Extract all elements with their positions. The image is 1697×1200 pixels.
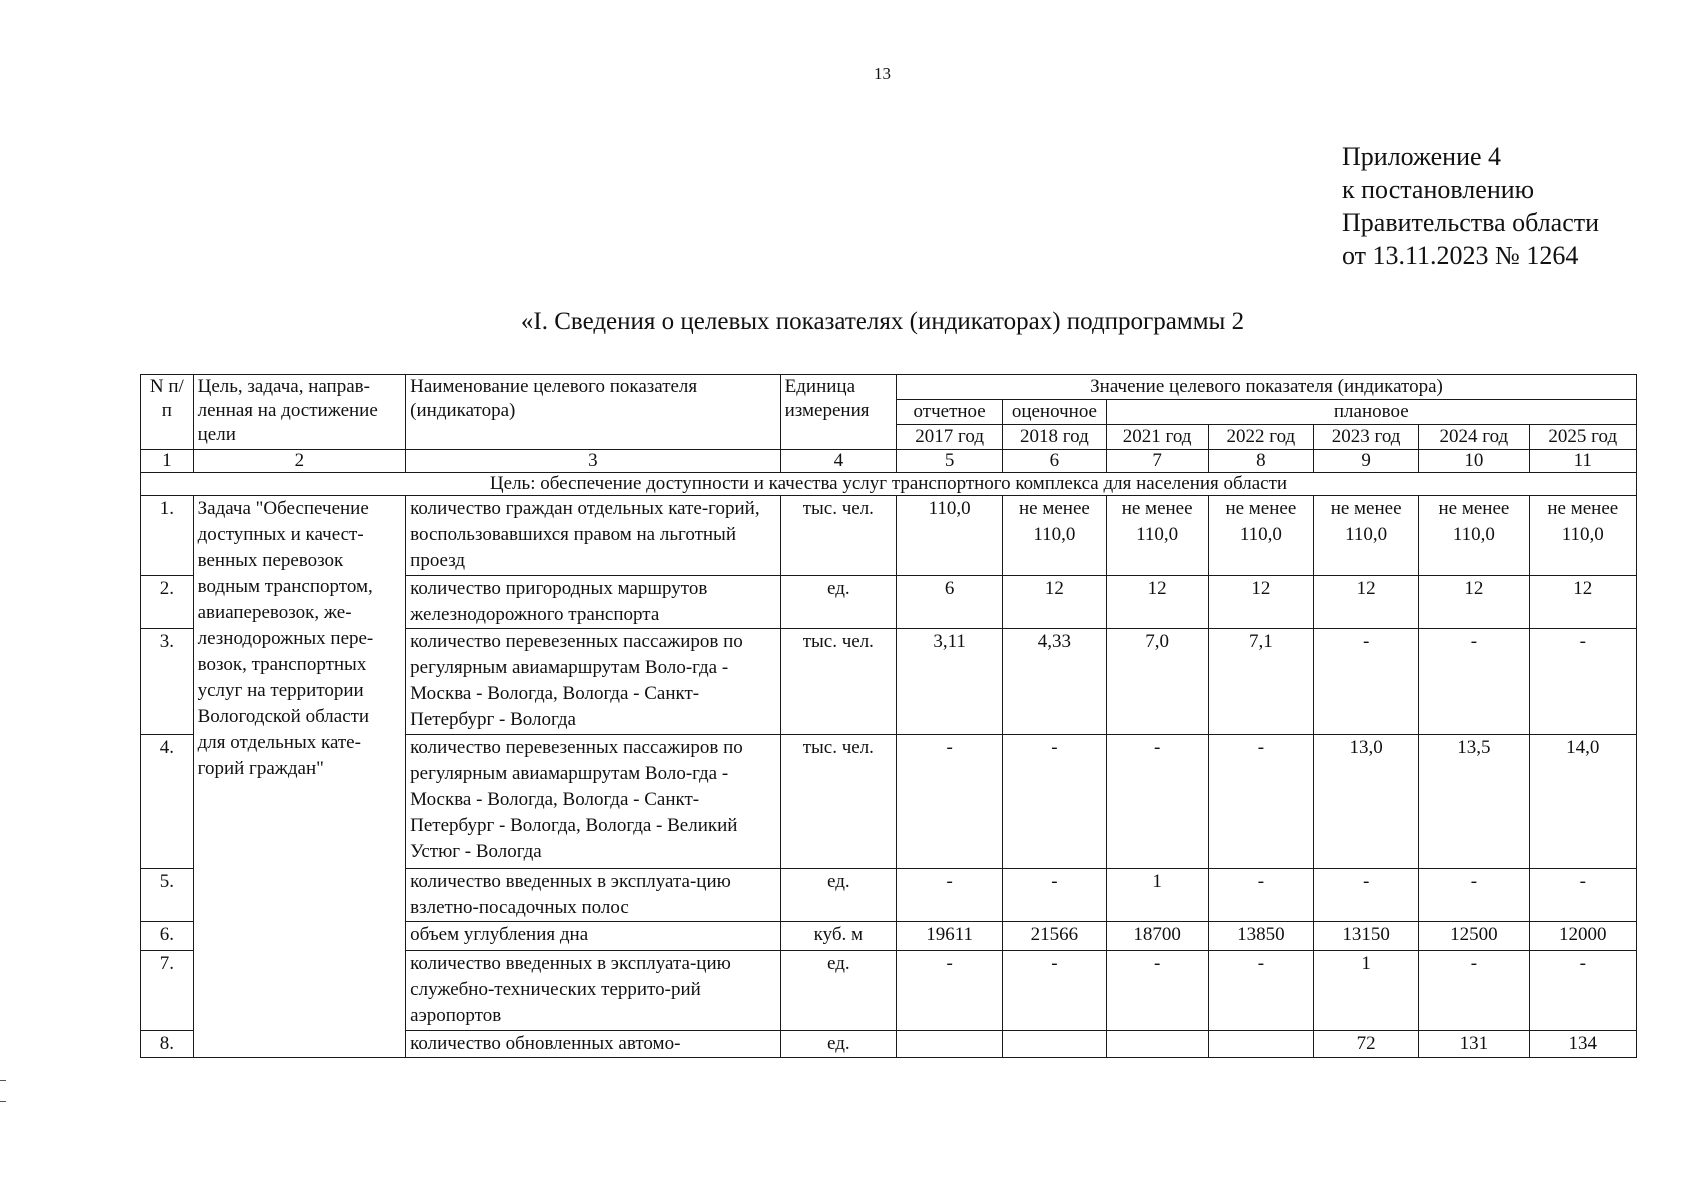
row-number: 7. <box>141 951 194 1031</box>
indicator-value: 7,1 <box>1208 629 1313 735</box>
header-year: 2018 год <box>1003 425 1106 450</box>
indicator-value: не менее 110,0 <box>1208 496 1313 576</box>
indicator-unit: ед. <box>780 576 896 629</box>
scan-margin-mark <box>0 1080 6 1102</box>
header-reported: отчетное <box>897 400 1003 425</box>
indicator-value: не менее 110,0 <box>1003 496 1106 576</box>
indicator-value: - <box>1529 869 1636 922</box>
indicator-value: - <box>897 951 1003 1031</box>
indicator-value <box>897 1031 1003 1058</box>
row-number: 8. <box>141 1031 194 1058</box>
indicator-value: 13,5 <box>1419 735 1529 869</box>
indicator-value: - <box>1208 951 1313 1031</box>
column-number: 11 <box>1529 450 1636 473</box>
indicator-value: 14,0 <box>1529 735 1636 869</box>
column-number: 9 <box>1313 450 1418 473</box>
indicator-value: - <box>1313 629 1418 735</box>
indicator-value: 18700 <box>1106 922 1208 951</box>
column-numbers-row <box>141 450 1637 473</box>
indicator-value: - <box>1003 951 1106 1031</box>
indicator-value: - <box>1529 629 1636 735</box>
indicator-unit: ед. <box>780 869 896 922</box>
appendix-line: Правительства области <box>1342 208 1600 237</box>
indicator-value: 3,11 <box>897 629 1003 735</box>
row-number: 4. <box>141 735 194 869</box>
task-cell: Задача "Обеспечение доступных и качест-венных перевозок водным транспортом, авиаперевозок, же-лезнодорожных пере-возок, транспортных услуг на территории Вологодской области для отдельных кате-горий граждан" <box>193 496 406 1058</box>
column-number: 6 <box>1003 450 1106 473</box>
goal-row <box>141 473 1637 496</box>
indicator-value: 12500 <box>1419 922 1529 951</box>
indicator-name: количество перевезенных пассажиров по регулярным авиамаршрутам Воло-гда - Москва - Вологда, Вологда - Санкт-Петербург - Вологда, Вологда - Великий Устюг - Вологда <box>406 735 780 869</box>
header-year: 2025 год <box>1529 425 1636 450</box>
header-goal: Цель, задача, направ-ленная на достижение цели <box>193 375 406 450</box>
indicator-value: 110,0 <box>897 496 1003 576</box>
indicator-value: не менее 110,0 <box>1529 496 1636 576</box>
indicator-value: не менее 110,0 <box>1419 496 1529 576</box>
indicator-value: 1 <box>1313 951 1418 1031</box>
indicator-value: - <box>1003 735 1106 869</box>
indicator-value: - <box>1419 629 1529 735</box>
row-number: 5. <box>141 869 194 922</box>
header-year: 2021 год <box>1106 425 1208 450</box>
indicator-name: количество граждан отдельных кате-горий, воспользовавшихся правом на льготный проезд <box>406 496 780 576</box>
indicator-value <box>1106 1031 1208 1058</box>
indicator-value <box>1003 1031 1106 1058</box>
indicator-value: - <box>1419 951 1529 1031</box>
indicator-value: 1 <box>1106 869 1208 922</box>
indicator-unit: тыс. чел. <box>780 629 896 735</box>
column-number: 10 <box>1419 450 1529 473</box>
indicator-name: количество перевезенных пассажиров по регулярным авиамаршрутам Воло-гда - Москва - Вологда, Вологда - Санкт-Петербург - Вологда <box>406 629 780 735</box>
indicator-value: 12 <box>1106 576 1208 629</box>
indicator-name: количество введенных в эксплуата-цию взлетно-посадочных полос <box>406 869 780 922</box>
indicator-value: 4,33 <box>1003 629 1106 735</box>
indicator-value: 12 <box>1419 576 1529 629</box>
indicator-value: 12 <box>1208 576 1313 629</box>
indicator-name: объем углубления дна <box>406 922 780 951</box>
indicator-value: 131 <box>1419 1031 1529 1058</box>
indicator-value: 12000 <box>1529 922 1636 951</box>
indicator-unit: тыс. чел. <box>780 496 896 576</box>
header-estimated: оценочное <box>1003 400 1106 425</box>
column-number: 1 <box>141 450 194 473</box>
indicator-value: 13150 <box>1313 922 1418 951</box>
indicator-value: 21566 <box>1003 922 1106 951</box>
row-number: 2. <box>141 576 194 629</box>
table-header-row <box>141 375 1637 400</box>
appendix-line: Приложение 4 <box>1342 142 1502 171</box>
indicator-value: не менее 110,0 <box>1106 496 1208 576</box>
indicator-unit: куб. м <box>780 922 896 951</box>
header-year: 2023 год <box>1313 425 1418 450</box>
goal-text: Цель: обеспечение доступности и качества услуг транспортного комплекса для населения области <box>141 473 1637 496</box>
header-unit: Единица измерения <box>780 375 896 450</box>
indicator-unit: ед. <box>780 951 896 1031</box>
row-number: 3. <box>141 629 194 735</box>
indicator-value: 72 <box>1313 1031 1418 1058</box>
header-num: N п/п <box>141 375 194 450</box>
indicator-value: 7,0 <box>1106 629 1208 735</box>
appendix-line: от 13.11.2023 № 1264 <box>1342 241 1579 270</box>
header-value: Значение целевого показателя (индикатора) <box>897 375 1637 400</box>
indicator-name: количество введенных в эксплуата-цию служебно-технических террито-рий аэропортов <box>406 951 780 1031</box>
indicator-value: - <box>1208 869 1313 922</box>
indicator-value: - <box>1529 951 1636 1031</box>
column-number: 4 <box>780 450 896 473</box>
column-number: 7 <box>1106 450 1208 473</box>
column-number: 5 <box>897 450 1003 473</box>
indicator-value: 6 <box>897 576 1003 629</box>
table-row <box>141 496 1637 576</box>
indicator-unit: тыс. чел. <box>780 735 896 869</box>
header-year: 2024 год <box>1419 425 1529 450</box>
indicator-value: 13850 <box>1208 922 1313 951</box>
indicator-value <box>1208 1031 1313 1058</box>
indicator-value: 13,0 <box>1313 735 1418 869</box>
indicator-value: 12 <box>1003 576 1106 629</box>
column-number: 2 <box>193 450 406 473</box>
indicator-value: - <box>1208 735 1313 869</box>
header-planned: плановое <box>1106 400 1636 425</box>
indicator-value: - <box>1003 869 1106 922</box>
row-number: 1. <box>141 496 194 576</box>
header-year: 2017 год <box>897 425 1003 450</box>
column-number: 8 <box>1208 450 1313 473</box>
indicator-name: количество обновленных автомо- <box>406 1031 780 1058</box>
appendix-line: к постановлению <box>1342 175 1535 204</box>
indicator-unit: ед. <box>780 1031 896 1058</box>
indicator-name: количество пригородных маршрутов железнодорожного транспорта <box>406 576 780 629</box>
indicator-value: 12 <box>1529 576 1636 629</box>
document-title: «I. Сведения о целевых показателях (индикаторах) подпрограммы 2 <box>520 308 1245 335</box>
indicator-value: 134 <box>1529 1031 1636 1058</box>
indicator-value: 12 <box>1313 576 1418 629</box>
indicator-value: - <box>1419 869 1529 922</box>
appendix-block <box>1342 140 1599 272</box>
row-number: 6. <box>141 922 194 951</box>
indicator-value: - <box>897 735 1003 869</box>
indicator-value: не менее 110,0 <box>1313 496 1418 576</box>
column-number: 3 <box>406 450 780 473</box>
indicator-value: - <box>1106 735 1208 869</box>
indicator-value: 19611 <box>897 922 1003 951</box>
header-name: Наименование целевого показателя (индикатора) <box>406 375 780 450</box>
indicator-value: - <box>1106 951 1208 1031</box>
page-number: 13 <box>874 64 891 83</box>
indicator-value: - <box>1313 869 1418 922</box>
indicators-table <box>140 374 1637 1058</box>
indicator-value: - <box>897 869 1003 922</box>
header-year: 2022 год <box>1208 425 1313 450</box>
